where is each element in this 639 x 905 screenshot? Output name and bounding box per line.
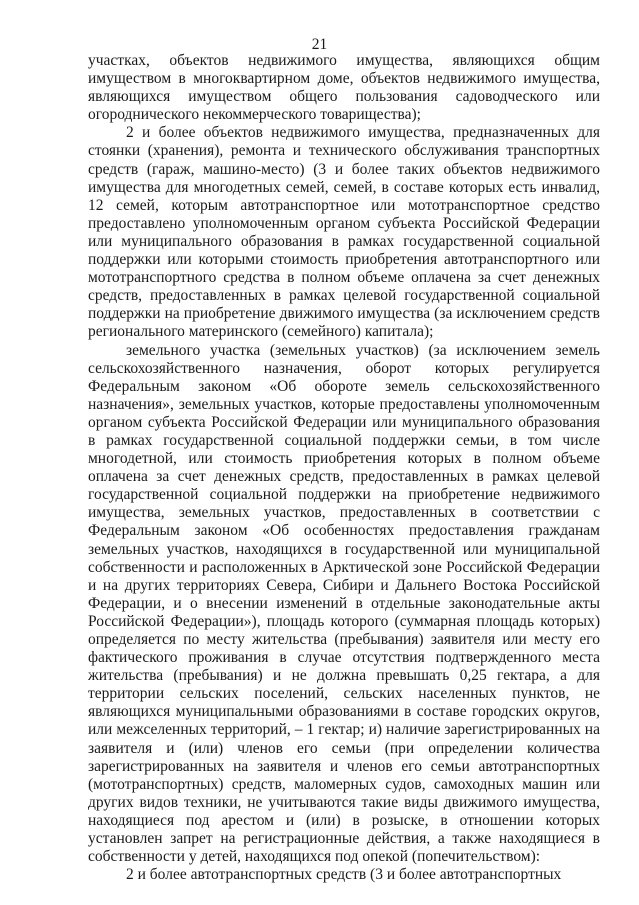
document-body xyxy=(88,52,600,884)
page-number: 21 xyxy=(311,36,328,53)
paragraph-land-plots: земельного участка (земельных участков) (за исключением земель сельскохозяйственного назначения, оборот которых регулируется Федеральным законом «Об обороте земель сельскохозяйственного назначения», земельных участков, которые предоставлены уполномоченным органом субъекта Российской Федерации или муниципального образования в рамках государственной социальной поддержки семьи, в том числе многодетной, или стоимость приобретения которых в полном объеме оплачена за счет денежных средств, предоставленных в рамках целевой государственной социальной поддержки на приобретение недвижимого имущества, земельных участков, предоставленных в соответствии с Федеральным законом «Об особенностях предоставления гражданам земельных участков, находящихся в государственной или муниципальной собственности и расположенных в Арктической зоне Российской Федерации и на других территориях Севера, Сибири и Дальнего Востока Российской Федерации, и о внесении изменений в отдельные законодательные акты Российской Федерации»), площадь которого (суммарная площадь которых) определяется по месту жительства (пребывания) заявителя или месту его фактического проживания в случае отсутствия подтвержденного места жительства (пребывания) и не должна превышать 0,25 гектара, а для территории сельских поселений, сельских населенных пунктов, не являющихся муниципальными образованиями в составе городских округов, или межселенных территорий, – 1 гектар; и) наличие зарегистрированных на заявителя и (или) членов его семьи (при определении количества зарегистрированных на заявителя и членов его семьи автотранспортных (мототранспортных) средств, маломерных судов, самоходных машин или других видов техники, не учитываются такие виды движимого имущества, находящиеся под арестом и (или) в розыске, в отношении которых установлен запрет на регистрационные действия, а также находящиеся в собственности у детей, находящихся под опекой (попечительством): xyxy=(88,341,600,866)
paragraph-garage-objects: 2 и более объектов недвижимого имущества, предназначенных для стоянки (хранения), ремонта и технического обслуживания транспортных средств (гараж, машино-место) (3 и более таких объектов недвижимого имущества для многодетных семей, семей, в составе которых есть инвалид, 12 семей, которым автотранспортное или мототранспортное средство предоставлено уполномоченным органом субъекта Российской Федерации или муниципального образования в рамках государственной социальной поддержки или которыми стоимость приобретения автотранспортного или мототранспортного средства в полном объеме оплачена за счет денежных средств, предоставленных в рамках целевой государственной социальной поддержки на приобретение движимого имущества (за исключением средств регионального материнского (семейного) капитала); xyxy=(88,124,600,341)
paragraph-continuation: участках, объектов недвижимого имущества, являющихся общим имуществом в многоквартирном доме, объектов недвижимого имущества, являющихся имуществом общего пользования садоводческого или огороднического некоммерческого товарищества); xyxy=(88,52,600,124)
paragraph-vehicles: 2 и более автотранспортных средств (3 и более автотранспортных xyxy=(126,866,562,884)
